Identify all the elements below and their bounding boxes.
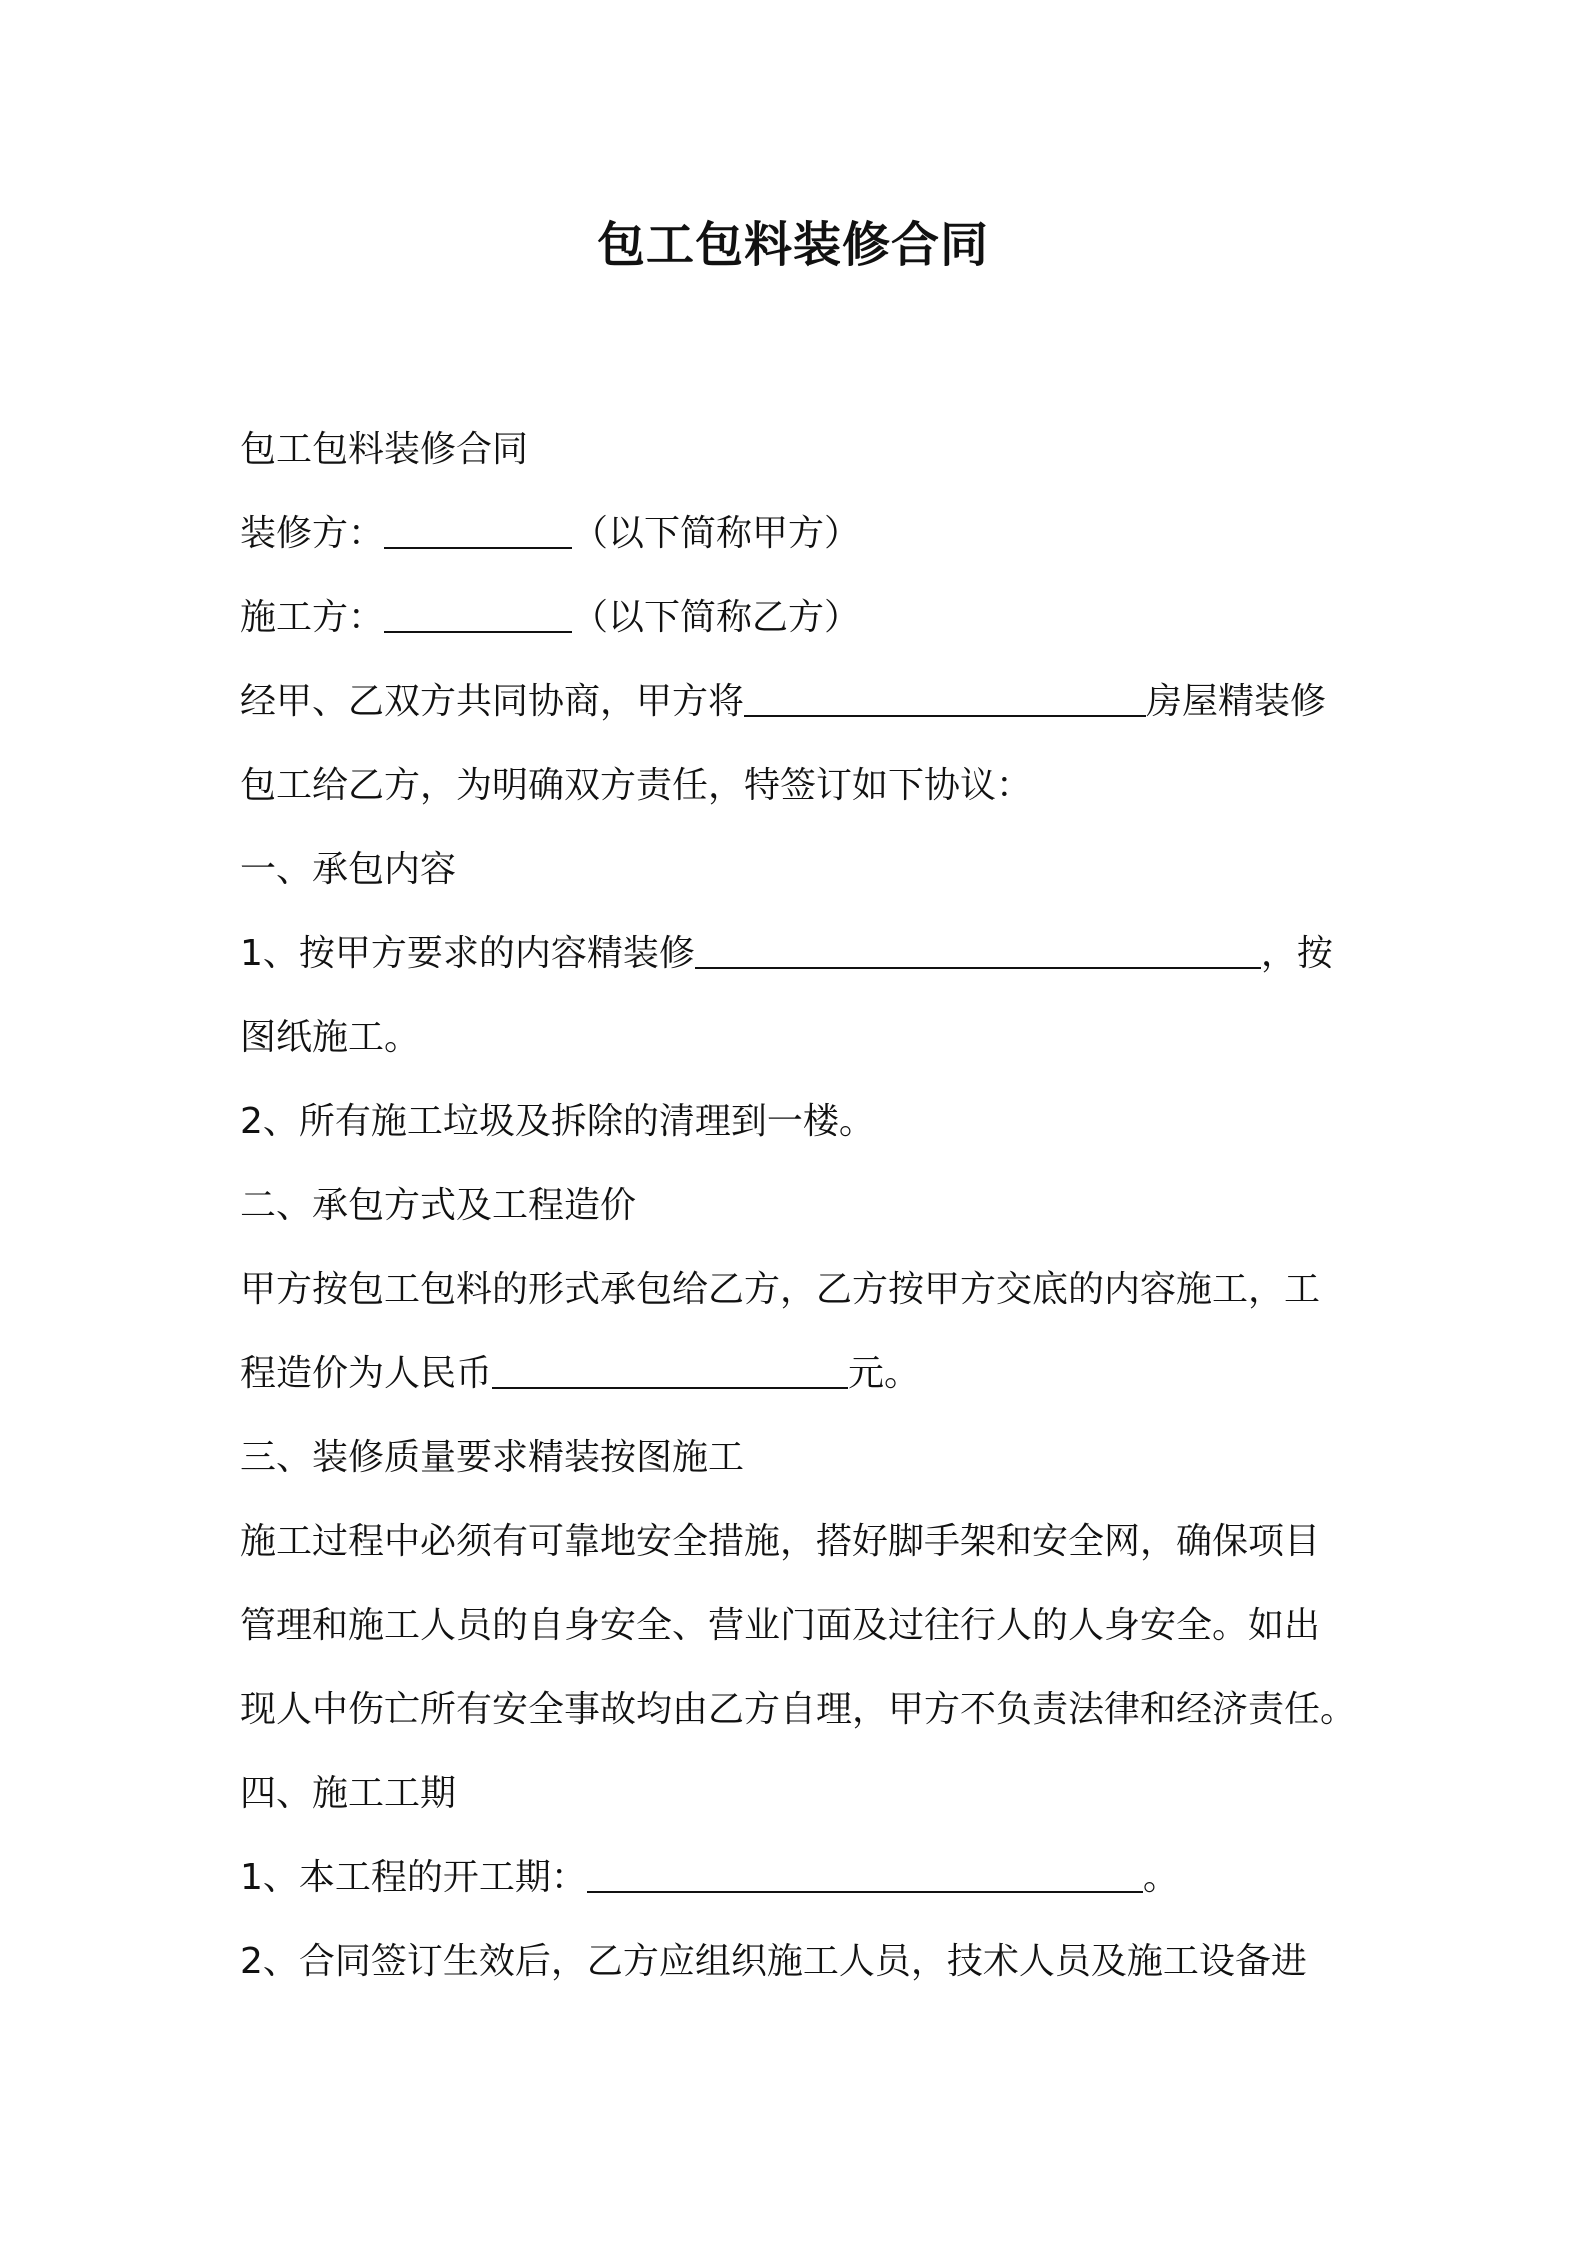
line-text: 三、装修质量要求精装按图施工 [240,1437,745,1478]
body-line [240,1668,1360,1752]
line-text: 装修方： [240,513,385,554]
line-text: 1、本工程的开工期： [240,1857,587,1898]
line-text: 施工过程中必须有可靠地安全措施，搭好脚手架和安全网，确保项目 [240,1521,1321,1562]
body-line-start-date [240,1836,1360,1920]
fill-blank-house-address[interactable] [744,673,1146,717]
line-text: 元。 [848,1353,921,1394]
line-text: （以下简称甲方） [572,513,861,554]
document-title: 包工包料装修合同 [596,217,989,273]
line-text: 。 [1142,1857,1179,1898]
line-text: 房屋精装修 [1146,681,1327,722]
line-text: 图纸施工。 [240,1017,421,1058]
body-line-decorator-party [240,492,1360,576]
body-line-agreement [240,660,1360,744]
document-body [240,408,1360,2004]
section-heading-2 [240,1164,1360,1248]
line-text: 现人中伤亡所有安全事故均由乙方自理，甲方不负责法律和经济责任。 [240,1689,1357,1730]
body-line-heading [240,408,1360,492]
section-heading-3 [240,1416,1360,1500]
line-text: 包工包料装修合同 [240,429,529,470]
line-text: ，按 [1260,933,1333,974]
body-line-price [240,1332,1360,1416]
line-text: （以下简称乙方） [572,597,861,638]
section-heading-1 [240,828,1360,912]
line-text: 2、合同签订生效后，乙方应组织施工人员，技术人员及施工设备进 [240,1941,1307,1982]
line-text: 甲方按包工包料的形式承包给乙方，乙方按甲方交底的内容施工，工 [240,1269,1321,1310]
fill-blank-decorator-party[interactable] [384,505,572,549]
body-line [240,996,1360,1080]
fill-blank-construction-party[interactable] [384,589,572,633]
fill-blank-start-date[interactable] [587,1849,1143,1893]
line-text: 经甲、乙双方共同协商，甲方将 [240,681,745,722]
fill-blank-price[interactable] [492,1345,848,1389]
line-text: 1、按甲方要求的内容精装修 [240,933,695,974]
fill-blank-scope[interactable] [695,925,1261,969]
line-text: 管理和施工人员的自身安全、营业门面及过往行人的人身安全。如出 [240,1605,1321,1646]
line-text: 二、承包方式及工程造价 [240,1185,637,1226]
body-line-scope [240,912,1360,996]
body-line [240,1248,1360,1332]
line-text: 2、所有施工垃圾及拆除的清理到一楼。 [240,1101,875,1142]
line-text: 包工给乙方，为明确双方责任，特签订如下协议： [240,765,1033,806]
body-line [240,1584,1360,1668]
body-line [240,744,1360,828]
line-text: 施工方： [240,597,385,638]
body-line [240,1500,1360,1584]
body-line [240,1080,1360,1164]
body-line-construction-party [240,576,1360,660]
line-text: 程造价为人民币 [240,1353,493,1394]
line-text: 四、施工工期 [240,1773,457,1814]
body-line [240,1920,1360,2004]
section-heading-4 [240,1752,1360,1836]
line-text: 一、承包内容 [240,849,457,890]
